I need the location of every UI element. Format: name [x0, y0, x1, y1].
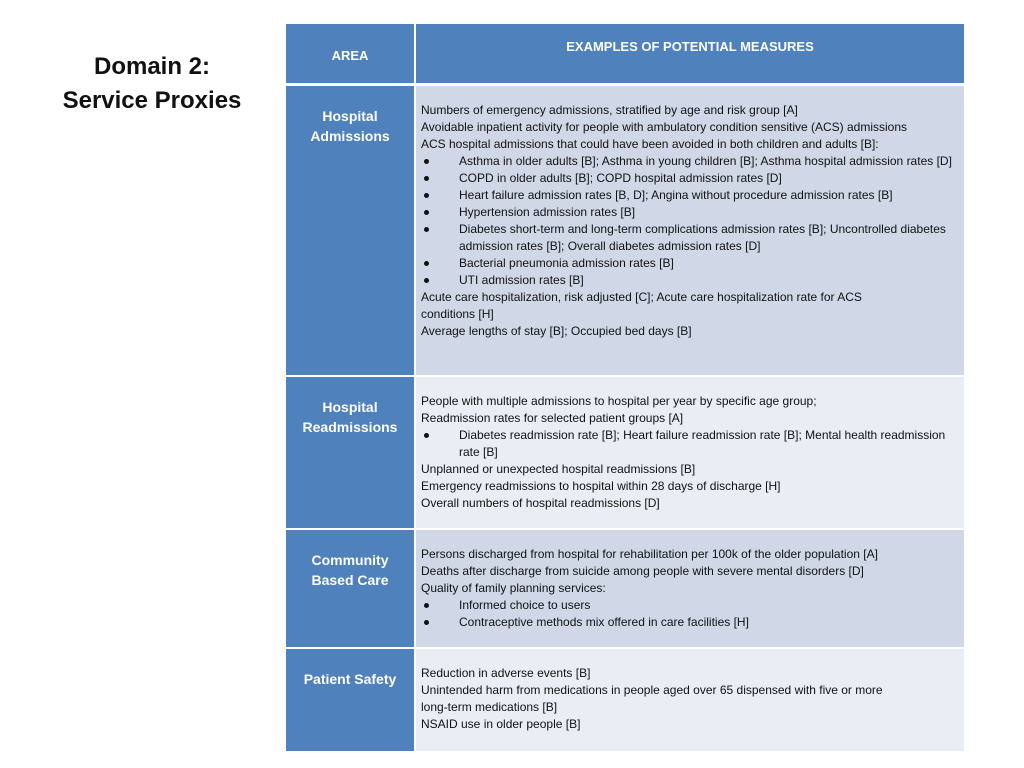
area-cell — [286, 530, 414, 647]
measure-line: Readmission rates for selected patient groups [A] — [421, 411, 684, 425]
measure-line: Acute care hospitalization, risk adjusted [C]; Acute care hospitalization rate for ACS — [421, 290, 862, 304]
area-label-line-1: Patient Safety — [303, 671, 397, 687]
area-label-line-1: Community — [311, 552, 389, 568]
measure-bullet-text: Hypertension admission rates [B] — [459, 205, 636, 219]
area-cell — [286, 649, 414, 751]
measure-line: Overall numbers of hospital readmissions [D] — [421, 496, 660, 510]
area-label-line-2: Readmissions — [302, 419, 398, 435]
measure-bullet-text: Heart failure admission rates [B, D]; Angina without procedure admission rates [B] — [459, 188, 893, 202]
slide-title-line-1: Domain 2: — [93, 53, 210, 80]
measure-bullet — [421, 272, 964, 289]
measure-bullet — [421, 255, 964, 272]
measure-bullet — [421, 204, 964, 221]
bullet-dot-icon — [424, 620, 429, 625]
bullet-dot-icon — [424, 210, 429, 215]
measure-bullet-text: Contraceptive methods mix offered in care facilities [H] — [459, 615, 749, 629]
measures-cell — [416, 530, 964, 647]
measure-bullet-text: Bacterial pneumonia admission rates [B] — [459, 256, 674, 270]
measure-line: Reduction in adverse events [B] — [421, 666, 591, 680]
slide-title — [52, 50, 252, 118]
measure-line: Persons discharged from hospital for rehabilitation per 100k of the older population [A] — [421, 547, 878, 561]
measures-cell — [416, 377, 964, 528]
header-area-cell: AREA — [286, 24, 414, 83]
bullet-dot-icon — [424, 433, 429, 438]
bullet-dot-icon — [424, 227, 429, 232]
measure-bullet-text: Diabetes readmission rate [B]; Heart failure readmission rate [B]; Mental health readmission rate [B] — [459, 428, 946, 459]
measure-line: Unintended harm from medications in people aged over 65 dispensed with five or more — [421, 683, 883, 697]
bullet-dot-icon — [424, 261, 429, 266]
area-cell — [286, 86, 414, 375]
measure-bullet-text: Diabetes short-term and long-term complications admission rates [B]; Uncontrolled diabetes admission rates [B]; Overall diabetes admission rates [D] — [459, 222, 946, 253]
measure-line: People with multiple admissions to hospital per year by specific age group; — [421, 394, 817, 408]
table-row — [286, 649, 964, 751]
table-header-row — [286, 24, 964, 83]
slide-title-line-2: Service Proxies — [62, 87, 242, 114]
measure-line: Average lengths of stay [B]; Occupied bed days [B] — [421, 324, 692, 338]
area-cell — [286, 377, 414, 528]
bullet-dot-icon — [424, 603, 429, 608]
area-label-line-2: Admissions — [310, 128, 390, 144]
area-label-line-1: Hospital — [322, 399, 378, 415]
measure-line: Quality of family planning services: — [421, 581, 606, 595]
measure-bullet — [421, 170, 964, 187]
measure-line: Emergency readmissions to hospital within 28 days of discharge [H] — [421, 479, 781, 493]
measure-line: conditions [H] — [421, 307, 494, 321]
measure-bullet-text: UTI admission rates [B] — [459, 273, 584, 287]
measure-line: Unplanned or unexpected hospital readmissions [B] — [421, 462, 696, 476]
measures-cell — [416, 649, 964, 751]
measure-bullet — [421, 597, 964, 614]
measure-bullet-text: Asthma in older adults [B]; Asthma in young children [B]; Asthma hospital admission rates [D] — [459, 154, 952, 168]
measure-line: Numbers of emergency admissions, stratified by age and risk group [A] — [421, 103, 798, 117]
measure-bullet — [421, 153, 964, 170]
table-row — [286, 377, 964, 528]
bullet-dot-icon — [424, 278, 429, 283]
area-label-line-1: Hospital — [322, 108, 378, 124]
measure-bullet — [421, 221, 964, 255]
measure-line: long-term medications [B] — [421, 700, 558, 714]
bullet-dot-icon — [424, 159, 429, 164]
bullet-dot-icon — [424, 176, 429, 181]
measures-cell — [416, 86, 964, 375]
measures-table — [286, 24, 964, 751]
bullet-dot-icon — [424, 193, 429, 198]
measure-bullet — [421, 187, 964, 204]
table-row — [286, 86, 964, 375]
measure-bullet — [421, 614, 964, 631]
measure-line: Deaths after discharge from suicide among people with severe mental disorders [D] — [421, 564, 864, 578]
table-row — [286, 530, 964, 647]
measure-line: NSAID use in older people [B] — [421, 717, 581, 731]
measure-bullet-text: COPD in older adults [B]; COPD hospital admission rates [D] — [459, 171, 782, 185]
measure-bullet — [421, 427, 964, 461]
area-label-line-2: Based Care — [311, 572, 389, 588]
measure-bullet-text: Informed choice to users — [459, 598, 591, 612]
header-measures-cell: EXAMPLES OF POTENTIAL MEASURES — [416, 24, 964, 83]
measure-line: ACS hospital admissions that could have been avoided in both children and adults [B]: — [421, 137, 879, 151]
measure-line: Avoidable inpatient activity for people with ambulatory condition sensitive (ACS) admissions — [421, 120, 908, 134]
